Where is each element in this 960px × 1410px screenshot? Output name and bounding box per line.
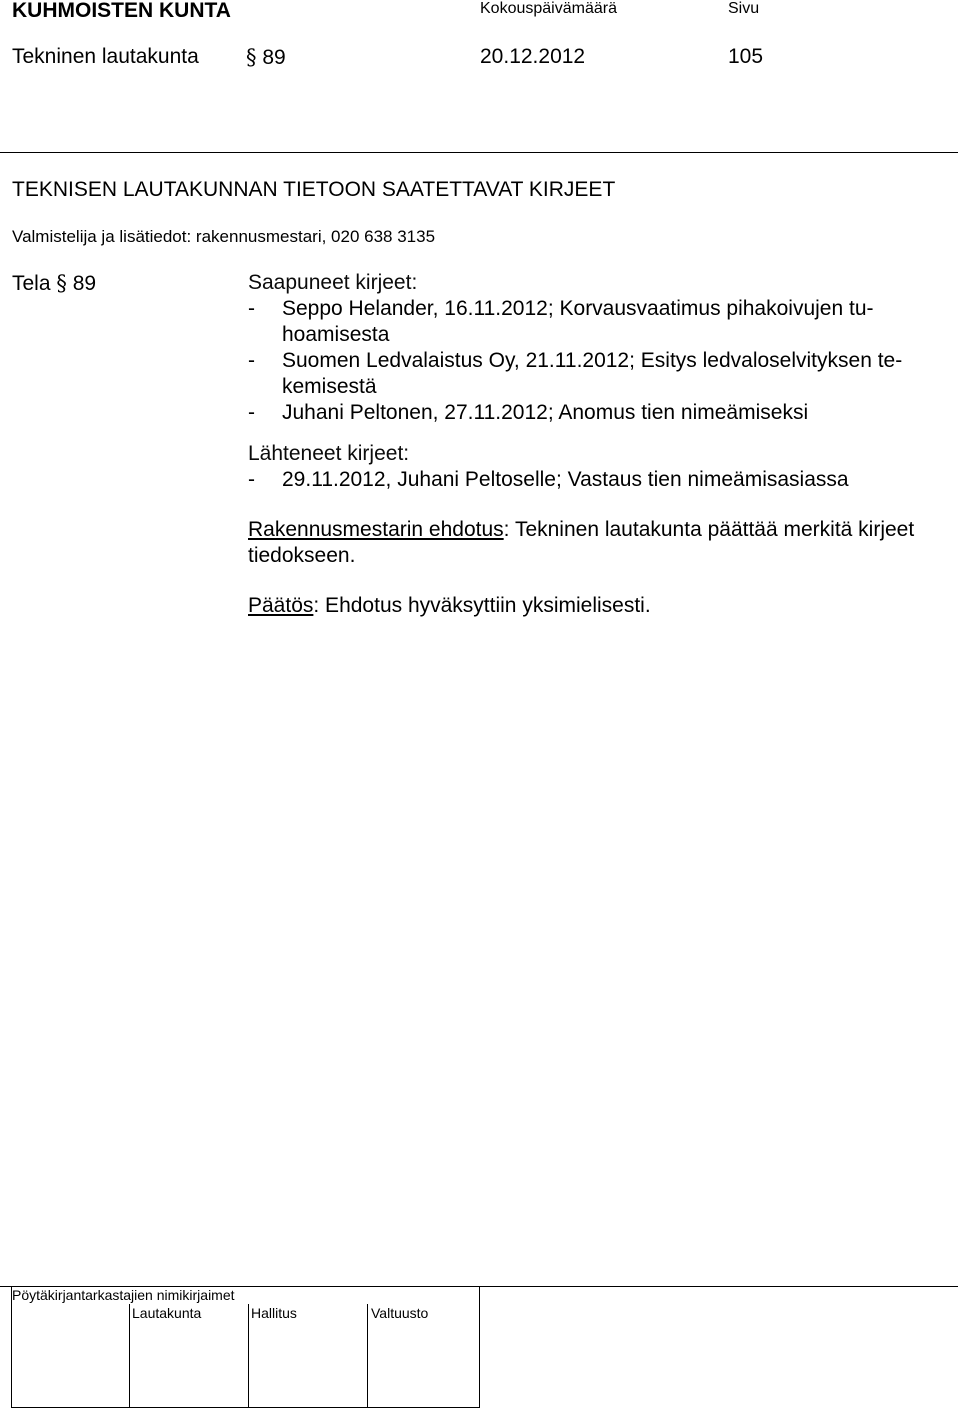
page-label: Sivu: [728, 0, 760, 17]
committee-name: Tekninen lautakunta: [12, 45, 199, 68]
section-label: [12, 270, 96, 297]
footer-column-committee: Lautakunta: [132, 1305, 202, 1321]
list-item-line: Suomen Ledvalaistus Oy, 21.11.2012; Esitys ledvaloselvityksen te-: [282, 349, 903, 372]
section-content: [248, 270, 948, 619]
proposal-text-continued: tiedokseen.: [248, 544, 356, 567]
outgoing-letters-title: Lähteneet kirjeet:: [248, 442, 410, 465]
list-item-line: Seppo Helander, 16.11.2012; Korvausvaatimus pihakoivujen tu-: [282, 297, 874, 320]
page-number: 105: [728, 45, 764, 68]
list-dash: -: [248, 401, 255, 424]
header-divider: [0, 152, 958, 153]
footer-bottom-rule: [11, 1407, 480, 1408]
footer-column-council: Valtuusto: [371, 1305, 429, 1321]
list-item: [248, 467, 948, 493]
footer-title: Pöytäkirjantarkastajien nimikirjaimet: [12, 1287, 235, 1303]
document-heading: TEKNISEN LAUTAKUNNAN TIETOON SAATETTAVAT KIRJEET: [12, 178, 616, 201]
footer-divider: [129, 1304, 130, 1408]
preparer-info: Valmistelija ja lisätiedot: rakennusmestari, 020 638 3135: [12, 227, 436, 246]
section-label-symbol: §: [56, 271, 67, 295]
meeting-date: 20.12.2012: [480, 45, 586, 68]
list-item: [248, 348, 948, 400]
list-item-line: Juhani Peltonen, 27.11.2012; Anomus tien nimeämiseksi: [282, 401, 809, 424]
section-label-number: 89: [72, 272, 97, 295]
footer-divider: [248, 1304, 249, 1408]
list-item-line: hoamisesta: [282, 323, 390, 346]
decision-paragraph: [248, 593, 948, 619]
footer-column-board: Hallitus: [251, 1305, 297, 1321]
footer-box-left: [11, 1286, 12, 1408]
proposal-text: : Tekninen lautakunta päättää merkitä kirjeet: [503, 518, 915, 541]
footer-divider: [367, 1304, 368, 1408]
list-dash: -: [248, 349, 255, 372]
organization-name: KUHMOISTEN KUNTA: [12, 0, 231, 22]
section-symbol: §: [246, 45, 257, 69]
decision-label: Päätös: [248, 594, 314, 617]
proposal-label: Rakennusmestarin ehdotus: [248, 518, 504, 541]
spacer: [248, 569, 948, 593]
list-item-line: kemisestä: [282, 375, 377, 398]
list-dash: -: [248, 297, 255, 320]
decision-text: : Ehdotus hyväksyttiin yksimielisesti.: [313, 594, 651, 617]
section-number-value: 89: [262, 46, 286, 69]
proposal-paragraph: [248, 517, 948, 569]
section-label-prefix: Tela: [12, 272, 51, 295]
list-item: [248, 296, 948, 348]
list-item: [248, 400, 948, 426]
footer-box-right: [479, 1286, 480, 1408]
list-item-line: 29.11.2012, Juhani Peltoselle; Vastaus tien nimeämisasiassa: [282, 468, 849, 491]
section-number: [246, 45, 286, 70]
incoming-letters-title: Saapuneet kirjeet:: [248, 271, 418, 294]
meeting-date-label: Kokouspäivämäärä: [480, 0, 617, 17]
spacer: [248, 493, 948, 517]
spacer: [248, 426, 948, 441]
list-dash: -: [248, 468, 255, 491]
